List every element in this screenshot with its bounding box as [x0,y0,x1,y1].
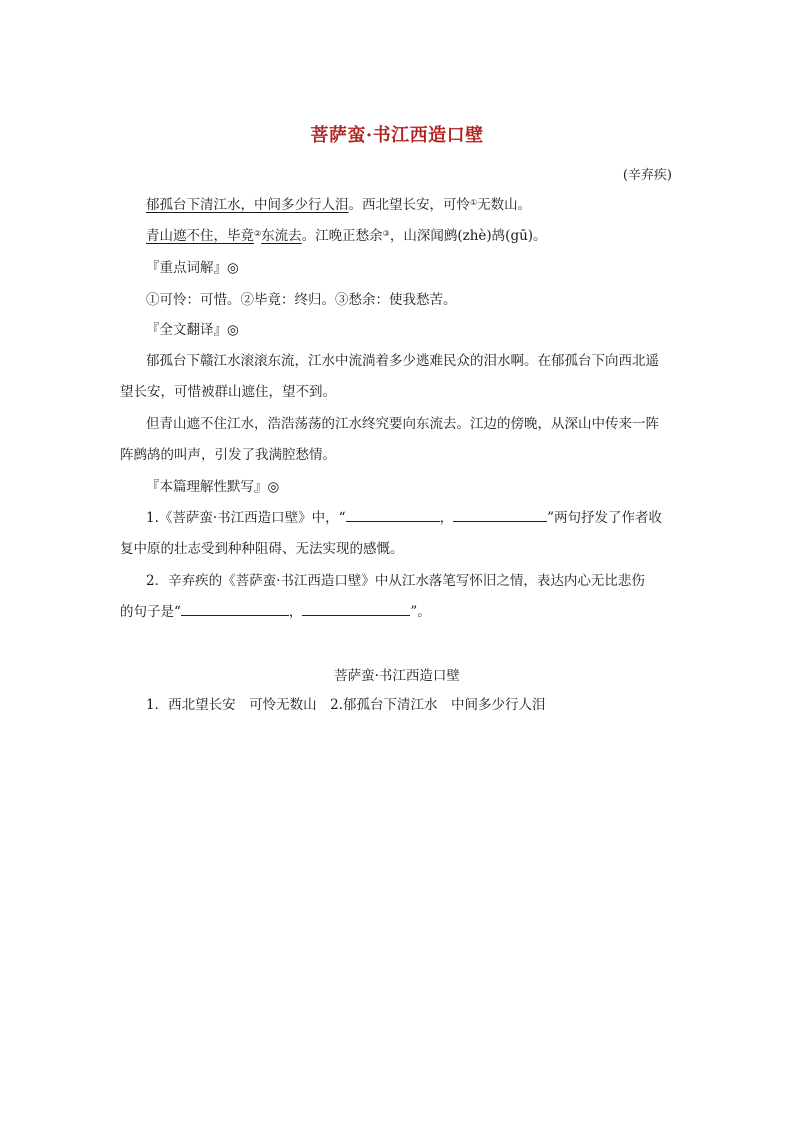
question-1-sep: ， [439,510,454,526]
answers-title: 菩萨蛮·书江西造口壁 [334,668,460,684]
poem-line-2-underlined: 青山遮不住，毕竟 [146,228,254,244]
answer-blank-4[interactable] [302,603,410,616]
poem-line-1 [146,195,676,215]
answers-text: 1．西北望长安 可怜无数山 2.郁孤台下清江水 中间多少行人泪 [146,697,546,713]
poem-line-2-underlined-b: 东流去 [261,228,302,244]
poem-line-2-rest-b: ，山深闻鹧(zhè)鸪(gū)。 [389,228,547,244]
question-1-text-b: ”两句抒发了作者收 [547,510,662,526]
poem-line-2 [146,226,676,246]
translation-p1-line1: 郁孤台下赣江水滚滚东流，江水中流淌着多少逃难民众的泪水啊。在郁孤台下向西北遥 [146,353,659,369]
footnote-marker-2: ② [254,229,262,238]
footnote-marker-3: ③ [382,229,390,238]
section-heading-translation: 『全文翻译』◎ [146,322,239,338]
vocab-text: ①可怜：可惜。②毕竟：终归。③愁余：使我愁苦。 [146,292,457,308]
poem-line-1-rest-a: 。西北望长安，可怜 [348,197,470,213]
poem-line-2-rest-a: 。江晚正愁余 [301,228,383,244]
section-heading-dictation: 『本篇理解性默写』◎ [146,479,280,495]
translation-p2-line1: 但青山遮不住江水，浩浩荡荡的江水终究要向东流去。江边的傍晚，从深山中传来一阵 [146,416,659,432]
translation-p2-line2: 阵鹧鸪的叫声，引发了我满腔愁情。 [120,447,336,463]
question-2-text-a: 的句子是“ [120,604,181,620]
answer-blank-1[interactable] [346,509,440,522]
poem-line-1-underlined: 郁孤台下清江水，中间多少行人泪 [146,197,349,213]
poem-title: 菩萨蛮·书江西造口壁 [310,125,484,146]
answer-blank-3[interactable] [181,603,289,616]
answer-blank-2[interactable] [453,509,547,522]
question-2-line2 [120,602,676,622]
question-1-line2: 复中原的壮志受到种种阻碍、无法实现的感慨。 [120,541,404,557]
section-heading-vocab: 『重点词解』◎ [146,260,239,276]
question-1-line1 [146,508,676,528]
question-2-text-b: ”。 [410,604,431,620]
question-2-sep: ， [288,604,303,620]
question-2-line1: 2．辛弃疾的《菩萨蛮·书江西造口壁》中从江水落笔写怀旧之情，表达内心无比悲伤 [146,573,645,589]
poem-author: (辛弃疾) [622,168,672,183]
question-1-text-a: 1.《菩萨蛮·书江西造口壁》中，“ [146,510,346,526]
translation-p1-line2: 望长安，可惜被群山遮住，望不到。 [120,384,336,400]
footnote-marker-1: ① [470,198,478,207]
poem-line-1-rest-b: 无数山。 [477,197,532,213]
